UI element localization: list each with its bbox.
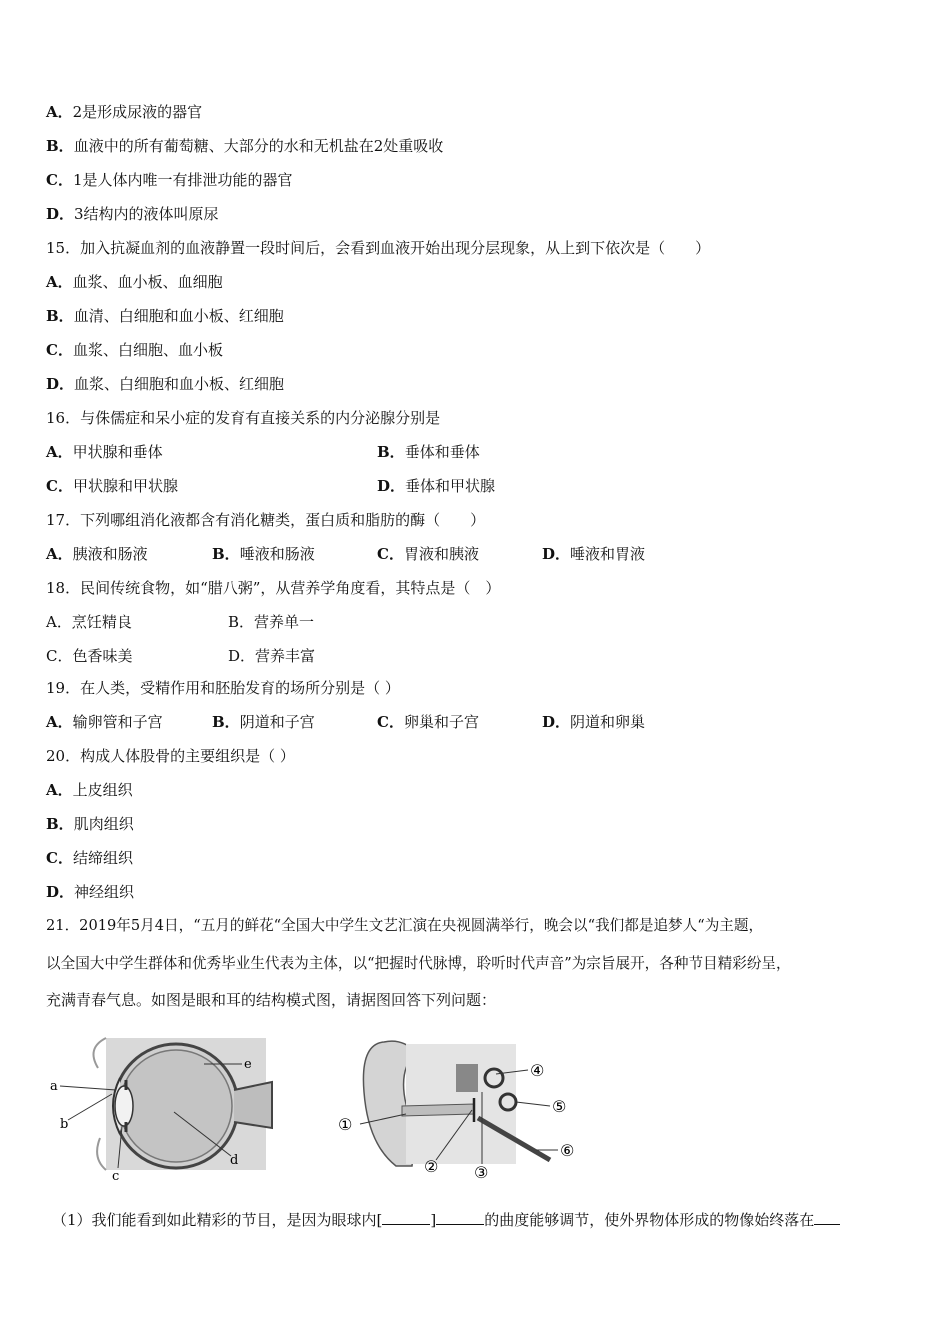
q16-stem: 16．与侏儒症和呆小症的发育有直接关系的内分泌腺分别是 (46, 409, 441, 427)
q17-option-c: C．胃液和胰液 (377, 545, 479, 563)
q14-option-c: C．1是人体内唯一有排泄功能的器官 (46, 171, 293, 189)
q14-option-b: B．血液中的所有葡萄糖、大部分的水和无机盐在2处重吸收 (46, 137, 444, 155)
eye-label-a: a (50, 1079, 58, 1094)
pointer-b (68, 1094, 112, 1120)
q15-option-a: A．血浆、血小板、血细胞 (46, 273, 223, 291)
q15-option-b: B．血清、白细胞和血小板、红细胞 (46, 307, 284, 325)
q17-option-d: D．唾液和胃液 (542, 545, 646, 563)
eye-diagram (46, 1028, 276, 1188)
q15-option-d: D．血浆、白细胞和血小板、红细胞 (46, 375, 285, 393)
q20-option-d: D．神经组织 (46, 883, 135, 901)
q16-option-b: B．垂体和垂体 (377, 443, 480, 461)
q21-stem-line1: 21．2019年5月4日，“五月的鲜花“全国大中学生文艺汇演在央视圆满举行，晚会以“我们都是追梦人“为主题， (46, 917, 764, 934)
q18-stem: 18．民间传统食物，如“腊八粥”，从营养学角度看，其特点是（ ） (46, 579, 501, 597)
q18-option-b: B．营养单一 (228, 613, 315, 631)
q17-option-a: A．胰液和肠液 (46, 545, 148, 563)
ear-canal (402, 1104, 474, 1116)
eye-label-c: c (112, 1169, 120, 1184)
eye-label-b: b (60, 1117, 69, 1132)
q19-option-d: D．阴道和卵巢 (542, 713, 646, 731)
pointer-5 (516, 1102, 550, 1106)
q14-option-d: D．3结构内的液体叫原尿 (46, 205, 219, 223)
optic-nerve (234, 1082, 272, 1128)
q20-option-a: A．上皮组织 (46, 781, 133, 799)
q15-stem: 15．加入抗凝血剂的血液静置一段时间后，会看到血液开始出现分层现象，从上到下依次是（ ） (46, 239, 711, 257)
ear-label-5: ⑤ (552, 1097, 567, 1116)
ear-label-6: ⑥ (560, 1141, 575, 1160)
q18-option-a: A．烹饪精良 (46, 613, 132, 631)
q18-option-c: C．色香味美 (46, 647, 133, 665)
q17-stem: 17．下列哪组消化液都含有消化糖类，蛋白质和脂肪的酶（ ） (46, 511, 486, 529)
q20-option-c: C．结缔组织 (46, 849, 133, 867)
q21-stem-line3: 充满青春气息。如图是眼和耳的结构模式图，请据图回答下列问题： (46, 991, 497, 1009)
choroid-layer (120, 1050, 232, 1162)
q16-option-c: C．甲状腺和甲状腺 (46, 477, 178, 495)
answer-blank-structure[interactable] (436, 1210, 484, 1225)
q19-stem: 19．在人类，受精作用和胚胎发育的场所分别是（ ） (46, 679, 400, 697)
q16-option-a: A．甲状腺和垂体 (46, 443, 163, 461)
q20-stem: 20．构成人体股骨的主要组织是（ ） (46, 747, 295, 765)
ear-label-2: ② (424, 1157, 439, 1176)
eyelid-lower (97, 1138, 106, 1170)
q17-option-b: B．唾液和肠液 (212, 545, 315, 563)
q15-option-c: C．血浆、白细胞、血小板 (46, 341, 223, 359)
q19-option-c: C．卵巢和子宫 (377, 713, 479, 731)
answer-blank-number[interactable] (382, 1210, 430, 1225)
eye-label-e: e (244, 1057, 252, 1072)
q16-option-d: D．垂体和甲状腺 (377, 477, 496, 495)
q21-stem-line2: 以全国大中学生群体和优秀毕业生代表为主体，以“把握时代脉博，聆听时代声音”为宗旨展开，各种节目精彩纷呈， (46, 955, 791, 972)
ear-label-4: ④ (530, 1061, 545, 1080)
lens (115, 1086, 133, 1126)
ear-label-1: ① (338, 1115, 353, 1134)
q14-option-a: A．2是形成尿液的器官 (46, 103, 203, 121)
ear-label-3: ③ (474, 1163, 489, 1182)
answer-blank-location[interactable] (814, 1210, 840, 1225)
eyelid-upper (94, 1038, 107, 1068)
q21-subquestion-1: （1）我们能看到如此精彩的节目，是因为眼球内[ ] 的曲度能够调节，使外界物体形成的物像始终落在 (52, 1210, 840, 1230)
q18-option-d: D．营养丰富 (228, 647, 316, 665)
ossicle-region (456, 1064, 478, 1092)
q20-option-b: B．肌肉组织 (46, 815, 134, 833)
ear-diagram (336, 1034, 576, 1184)
q19-option-a: A．输卵管和子宫 (46, 713, 163, 731)
q19-option-b: B．阴道和子宫 (212, 713, 315, 731)
eye-label-d: d (230, 1153, 239, 1168)
